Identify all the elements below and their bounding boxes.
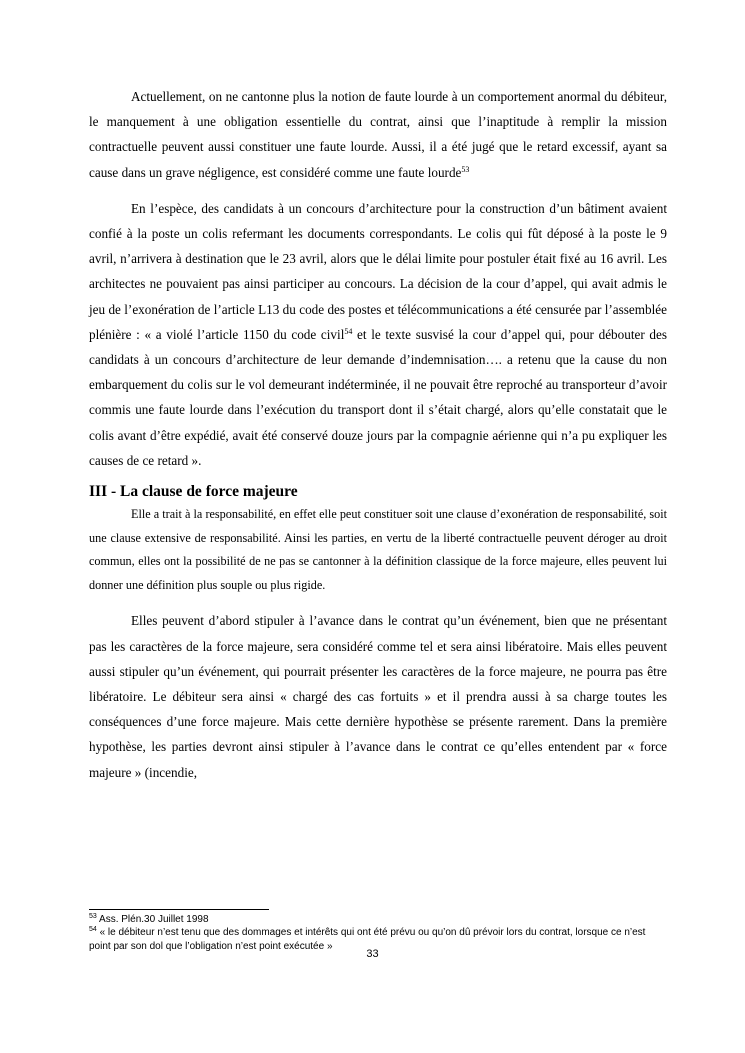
footnote-text: « le débiteur n’est tenu que des dommages et intérêts qui ont été prévu ou qu’on dû prévoir lors du contrat, lorsque ce n’est point par son dol que l’obligation n’est point exécutée » bbox=[89, 927, 646, 952]
footnote-number: 54 bbox=[89, 926, 97, 934]
section-heading: III - La clause de force majeure bbox=[89, 483, 298, 501]
footnote-separator bbox=[89, 909, 269, 910]
footnote-ref-54[interactable]: 54 bbox=[344, 326, 353, 336]
paragraph-text: et le texte susvisé la cour d’appel qui, pour débouter des candidats à un concours d’architecture de leur demande d’indemnisation…. a retenu que la cause du non embarquement du colis sur le vol demeurant indéterminée, il ne pouvait être reproché au transporteur d’avoir commis une faute lourde dans l’exécution du transport dont il s’était chargé, alors qu’elle constatait que le colis avant d’être expédié, avait été conservé douze jours par la compagnie aérienne qui n’a pu expliquer les causes de ce retard ». bbox=[89, 326, 667, 468]
paragraph-stipulation: Elles peuvent d’abord stipuler à l’avance dans le contrat qu’un événement, bien que ne présentant pas les caractères de la force majeure, sera considéré comme tel et sera ainsi libératoire. Mais elles peuvent aussi stipuler qu’un événement, qui pourrait présenter les caractères de la force majeure, ne pourra pas être libératoire. Le débiteur sera ainsi « chargé des cas fortuits » et il prendra aussi à sa charge toutes les conséquences d’une force majeure. Mais cette dernière hypothèse se présente rarement. Dans la première hypothèse, les parties devront ainsi stipuler à l’avance dans le contrat ce qu’elles entendent par « force majeure » (incendie, bbox=[89, 613, 667, 780]
footnote-ref-53[interactable]: 53 bbox=[461, 164, 470, 174]
page-body bbox=[89, 84, 667, 785]
paragraph-faute-lourde bbox=[89, 84, 667, 185]
page-number: 33 bbox=[366, 948, 379, 960]
paragraph-clause: Elle a trait à la responsabilité, en effet elle peut constituer soit une clause d’exonération de responsabilité, soit une clause extensive de responsabilité. Ainsi les parties, en vertu de la liberté contractuelle peuvent déroger au droit commun, elles ont la possibilité de ne pas se cantonner à la définition classique de la force majeure, elles peuvent lui donner une définition plus souple ou plus rigide. bbox=[89, 507, 667, 592]
footnote-text: Ass. Plén.30 Juillet 1998 bbox=[96, 914, 209, 925]
paragraph-text: En l’espèce, des candidats à un concours d’architecture pour la construction d’un bâtiment avaient confié à la poste un colis refermant les documents correspondants. Le colis qui fût déposé à la poste le 9 avril, n’arrivera à destination que le 23 avril, alors que le délai limite pour postuler était fixé au 16 avril. Les architectes ne pouvaient pas ainsi participer au concours. La décision de la cour d’appel, qui avait admis le jeu de l’exonération de l’article L13 du code des postes et télécommunications a été censurée par l’assemblée plénière : « a violé l’article 1150 du code civil bbox=[89, 200, 667, 342]
footnote-number: 53 bbox=[89, 913, 97, 920]
footnote-53 bbox=[89, 913, 667, 926]
paragraph-text: Actuellement, on ne cantonne plus la notion de faute lourde à un comportement anormal du débiteur, le manquement à une obligation essentielle du contrat, ainsi que l’inaptitude à remplir la mission contractuelle peuvent aussi constituer une faute lourde. Aussi, il a été jugé que le retard excessif, ayant sa cause dans un grave négligence, est considéré comme une faute lourde bbox=[89, 89, 667, 180]
paragraph-espece bbox=[89, 196, 667, 473]
